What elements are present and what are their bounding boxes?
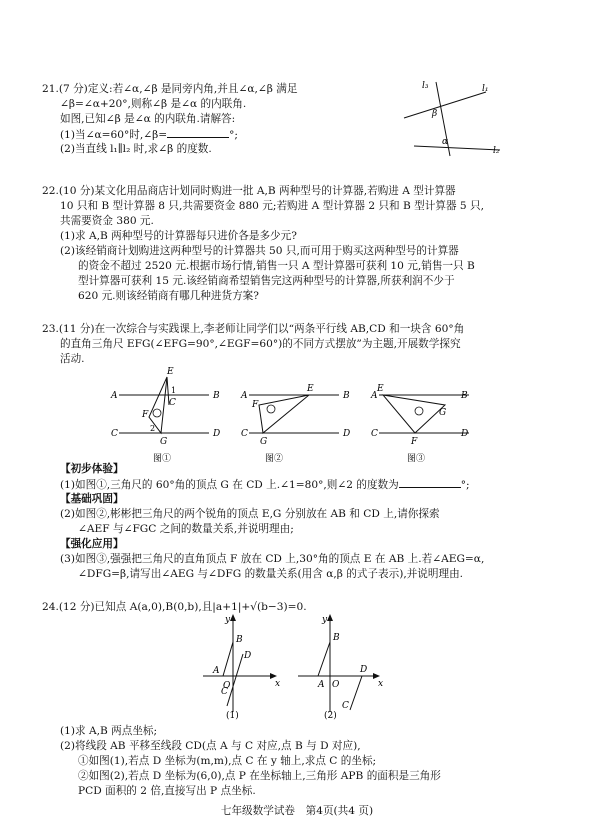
label-l1: l₁ <box>482 84 489 94</box>
line-l1 <box>404 92 486 118</box>
q22-part2-l1: (2)该经销商计划购进这两种型号的计算器共 50 只,而可用于购买这两种型号的计算器 <box>60 245 459 257</box>
q24-part2b-l1: ②如图(2),若点 D 坐标为(6,0),点 P 在坐标轴上,三角形 APB 的面积是三角形 <box>78 770 441 782</box>
q23-part2-l2: ∠AEF 与∠FGC 之间的数量关系,并说明理由; <box>78 523 294 535</box>
q23-part1 <box>60 477 470 492</box>
q23-line3: 活动. <box>60 353 85 365</box>
triangle-hole <box>267 405 275 413</box>
label-e: E <box>377 384 384 394</box>
label-e: E <box>307 384 314 394</box>
q22-line2: 10 只和 B 型计算器 8 只,共需要资金 880 元;若购进 A 型计算器 2 只和 B 型计算器 5 只, <box>60 200 484 212</box>
y-arrow <box>230 614 236 621</box>
label-d: D <box>213 429 221 439</box>
caption-fig3: 图③ <box>407 454 426 464</box>
label-c: C <box>221 687 228 697</box>
label-d: D <box>244 651 252 661</box>
label-f: F <box>142 410 149 420</box>
q23-line2: 的直角三角尺 EFG(∠EFG=90°,∠EGF=60°)的不同方式摆放”为主题,开展数学探究 <box>60 338 461 350</box>
segment-ab <box>318 642 330 676</box>
q23-header: 23.(11 分)在一次综合与实践课上,李老师让同学们以“两条平行线 AB,CD 和一块含 60°角 <box>42 323 465 335</box>
triangle-efg <box>383 395 445 433</box>
caption-fig-1: (1) <box>226 711 239 721</box>
q21-figure <box>400 78 510 158</box>
label-alpha: α <box>442 137 449 147</box>
label-angle-1: 1 <box>171 386 177 395</box>
q21-line3: 如图,已知∠β 是∠α 的内联角.请解答: <box>60 113 236 125</box>
segment-cd <box>227 654 243 706</box>
q23-part1-unit: °; <box>460 479 470 491</box>
y-arrow <box>327 614 333 621</box>
caption-fig-2: (2) <box>324 711 337 721</box>
q21-line2: ∠β=∠α+20°,则称∠β 是∠α 的内联角. <box>60 98 247 110</box>
q23-part1-text: (1)如图①,三角尺的 60°角的顶点 G 在 CD 上.∠1=80°,则∠2 的度数为 <box>60 479 399 491</box>
q23-figure-3 <box>365 365 485 465</box>
q23-section-1: 【初步体验】 <box>60 463 124 475</box>
label-beta: β <box>432 109 438 119</box>
label-g: G <box>439 408 447 418</box>
label-x: x <box>275 679 281 689</box>
q21-part1 <box>60 127 238 142</box>
q22-part1: (1)求 A,B 两种型号的计算器每只进价各是多少元? <box>60 230 297 242</box>
triangle-efg <box>259 395 309 433</box>
label-c: C <box>241 429 248 439</box>
q22-header: 22.(10 分)某文化用品商店计划同时购进一批 A,B 两种型号的计算器,若购进 A 型计算器 <box>42 185 456 197</box>
q21-part1-text: (1)当∠α=60°时,∠β= <box>60 129 168 141</box>
q22-part2-l4: 620 元.则该经销商有哪几种进货方案? <box>78 290 259 302</box>
label-b: B <box>213 391 220 401</box>
q23-part3-l2: ∠DFG=β,请写出∠AEG 与∠DFG 的数量关系(用含 α,β 的式子表示),并说明理由. <box>78 568 464 580</box>
q24-figure-1 <box>195 612 285 722</box>
segment-cd <box>350 676 362 710</box>
q23-section-2: 【基础巩固】 <box>60 493 124 505</box>
q23-figure-1 <box>105 365 225 465</box>
triangle-hole <box>415 407 423 415</box>
q24-part1: (1)求 A,B 两点坐标; <box>60 725 158 737</box>
label-f: F <box>411 437 418 447</box>
label-a: A <box>371 391 378 401</box>
label-l2: l₂ <box>493 146 500 156</box>
label-y: y <box>322 615 328 625</box>
label-g: G <box>260 437 268 447</box>
q24-part2a: ①如图(1),若点 D 坐标为(m,m),点 C 在 y 轴上,求点 C 的坐标; <box>78 755 377 767</box>
label-o: O <box>223 681 231 691</box>
label-e: E <box>167 367 174 377</box>
label-g: G <box>160 437 168 447</box>
caption-fig2: 图② <box>265 454 284 464</box>
label-b: B <box>343 391 350 401</box>
q21-part2: (2)当直线 l₁∥l₂ 时,求∠β 的度数. <box>60 143 212 155</box>
segment-ab <box>223 642 233 676</box>
label-d: D <box>461 429 469 439</box>
q24-header: 24.(12 分)已知点 A(a,0),B(0,b),且|a+1|+√(b−3)=0. <box>42 601 307 613</box>
answer-blank[interactable] <box>399 477 461 488</box>
label-c: C <box>111 429 118 439</box>
label-f: F <box>252 400 259 410</box>
label-c-inner: C <box>169 398 176 408</box>
page-footer: 七年级数学试卷 第4页(共4 页) <box>220 805 374 817</box>
label-a: A <box>318 680 325 690</box>
label-b: B <box>333 633 340 643</box>
caption-fig1: 图① <box>153 454 172 464</box>
label-l3: l₃ <box>422 81 429 91</box>
label-a: A <box>213 666 220 676</box>
q22-line3: 共需要资金 380 元. <box>60 215 154 227</box>
q22-part2-l3: 型计算器可获利 15 元.该经销商希望销售完这两种型号的计算器,所获利润不少于 <box>78 275 455 287</box>
label-angle-2: 2 <box>150 424 156 433</box>
label-c: C <box>342 701 349 711</box>
label-c: C <box>371 429 378 439</box>
label-d: D <box>360 665 368 675</box>
label-b: B <box>461 391 468 401</box>
q21-header: 21.(7 分)定义:若∠α,∠β 是同旁内角,并且∠α,∠β 满足 <box>42 83 298 95</box>
q23-part2-l1: (2)如图②,彬彬把三角尺的两个锐角的顶点 E,G 分别放在 AB 和 CD 上,请你探索 <box>60 508 440 520</box>
q23-figure-2 <box>235 365 355 465</box>
label-y: y <box>225 615 231 625</box>
q24-figure-2 <box>290 612 390 722</box>
q24-part2b-l2: PCD 面积的 2 倍,直接写出 P 点坐标. <box>78 785 256 797</box>
answer-blank[interactable] <box>167 127 229 138</box>
triangle-hole <box>153 409 161 417</box>
q23-section-3: 【强化应用】 <box>60 538 124 550</box>
label-b: B <box>236 635 243 645</box>
q24-part2: (2)将线段 AB 平移至线段 CD(点 A 与 C 对应,点 B 与 D 对应), <box>60 740 361 752</box>
label-a: A <box>111 391 118 401</box>
line-l2 <box>414 146 500 150</box>
label-d: D <box>343 429 351 439</box>
q21-part1-unit: °; <box>229 129 238 141</box>
q22-part2-l2: 的资金不超过 2520 元.根据市场行情,销售一只 A 型计算器可获利 10 元,销售一只 B <box>78 260 475 272</box>
label-a: A <box>241 391 248 401</box>
label-x: x <box>378 679 384 689</box>
q23-part3-l1: (3)如图③,强强把三角尺的直角顶点 F 放在 CD 上,30°角的顶点 E 在 AB 上.若∠AEG=α, <box>60 553 485 565</box>
label-o: O <box>332 680 340 690</box>
